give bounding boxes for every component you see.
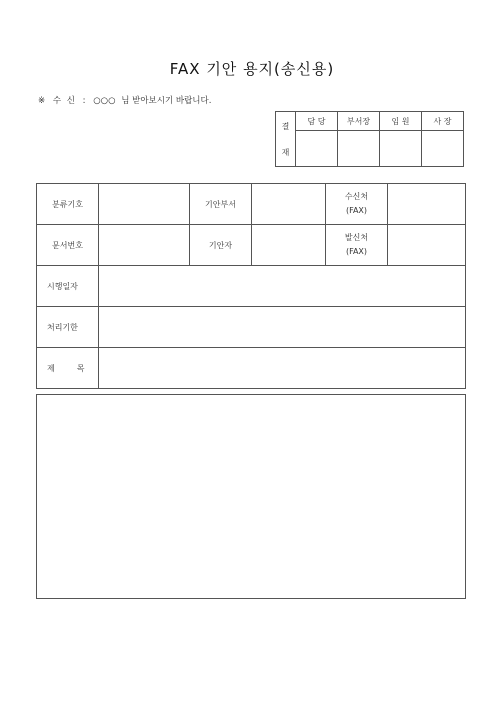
receiver-field[interactable] (388, 184, 466, 225)
receiver-fax-label: (FAX) (345, 206, 368, 215)
form-row (37, 266, 466, 307)
subject-label-2: 목 (76, 363, 85, 373)
sender-fax-label: (FAX) (345, 247, 368, 256)
approval-header-staff: 담 당 (296, 112, 338, 131)
page-title: FAX 기안 용지(송신용) (169, 60, 335, 78)
sender-label (326, 225, 388, 266)
fax-form-table (36, 183, 466, 389)
receiver-label-text: 수신처 (344, 192, 369, 201)
approval-header-executive: 임 원 (380, 112, 422, 131)
deadline-field[interactable] (99, 307, 466, 348)
classification-label: 분류기호 (37, 184, 99, 225)
receiver-label (326, 184, 388, 225)
enforcement-date-field[interactable] (99, 266, 466, 307)
drafter-label: 기안자 (190, 225, 252, 266)
form-row (37, 225, 466, 266)
form-row (37, 184, 466, 225)
enforcement-date-label: 시행일자 (37, 266, 99, 307)
subject-label (37, 348, 99, 389)
approval-sign-president[interactable] (422, 131, 464, 167)
recipient-colon: : (82, 96, 86, 106)
document-number-field[interactable] (99, 225, 190, 266)
approval-table (275, 111, 464, 167)
content-area[interactable] (36, 394, 466, 599)
approval-sign-executive[interactable] (380, 131, 422, 167)
approval-side-label (276, 112, 296, 167)
classification-field[interactable] (99, 184, 190, 225)
deadline-label: 처리기한 (37, 307, 99, 348)
drafting-dept-label: 기안부서 (190, 184, 252, 225)
approval-sign-staff[interactable] (296, 131, 338, 167)
sender-field[interactable] (388, 225, 466, 266)
subject-label-1: 제 (47, 363, 55, 373)
subject-field[interactable] (99, 348, 466, 389)
document-number-label: 문서번호 (37, 225, 99, 266)
approval-sign-manager[interactable] (338, 131, 380, 167)
recipient-line (38, 94, 216, 106)
approval-header-manager: 부서장 (338, 112, 380, 131)
recipient-label-2: 신 (66, 96, 75, 106)
recipient-name: ○○○ (93, 96, 116, 106)
recipient-mark: ※ (38, 96, 46, 106)
recipient-label-1: 수 (52, 96, 62, 106)
drafter-field[interactable] (252, 225, 326, 266)
sender-label-text: 발신처 (344, 233, 369, 242)
approval-header-president: 사 장 (422, 112, 464, 131)
drafting-dept-field[interactable] (252, 184, 326, 225)
approval-side-label-2: 재 (281, 147, 290, 157)
approval-side-label-1: 결 (281, 121, 290, 131)
form-row (37, 307, 466, 348)
recipient-suffix: 님 받아보시기 바랍니다. (121, 96, 212, 106)
form-row (37, 348, 466, 389)
